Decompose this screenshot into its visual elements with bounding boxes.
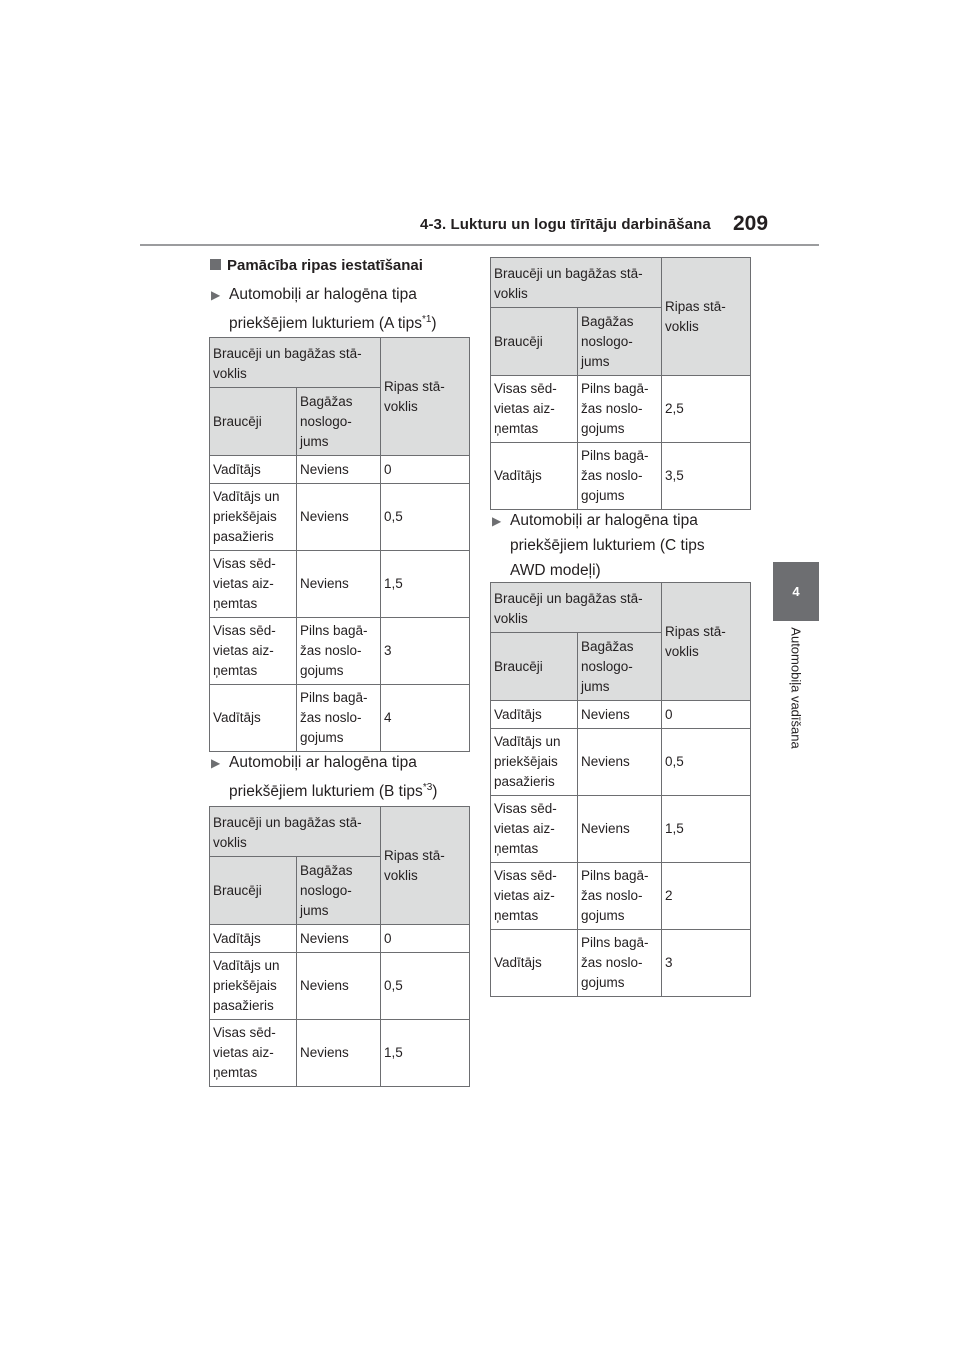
cell-line: priekšējais bbox=[213, 509, 277, 524]
cell-line: Braucēji un bagāžas stā- bbox=[213, 346, 362, 361]
table-row bbox=[210, 685, 470, 752]
table-row bbox=[491, 443, 751, 510]
bullet-line: AWD modeļi) bbox=[510, 562, 601, 579]
cell-line: gojums bbox=[581, 421, 625, 436]
table-row bbox=[491, 796, 751, 863]
table-row bbox=[210, 1020, 470, 1087]
cell-line: Ripas stā- bbox=[665, 298, 726, 314]
cell-line: Vadītājs un bbox=[494, 734, 561, 749]
cell-line: vietas aiz- bbox=[494, 888, 555, 903]
page-number: 209 bbox=[733, 212, 769, 235]
occupants-cell bbox=[491, 443, 578, 510]
occupants-cell bbox=[491, 863, 578, 930]
cell-line: žas noslo- bbox=[581, 888, 643, 903]
header-luggage-load bbox=[297, 857, 381, 925]
cell-line: ņemtas bbox=[494, 841, 539, 856]
cell-line: jums bbox=[300, 902, 329, 918]
cell-line: Braucēji bbox=[494, 333, 543, 349]
bullet-type-b bbox=[211, 750, 438, 804]
cell-line: Visas sēd- bbox=[213, 1025, 276, 1040]
cell-line: Braucēji un bagāžas stā- bbox=[494, 266, 643, 281]
header-occupants bbox=[491, 633, 578, 701]
cell-line: Neviens bbox=[300, 576, 349, 591]
footnote-ref: *3 bbox=[422, 782, 433, 793]
chapter-label: Automobiļa vadīšana bbox=[788, 627, 804, 749]
table-row bbox=[210, 484, 470, 551]
square-bullet-icon bbox=[210, 259, 221, 270]
luggage-cell bbox=[297, 953, 381, 1020]
table-type-b bbox=[209, 806, 470, 1087]
cell-line: Neviens bbox=[581, 706, 630, 722]
luggage-cell bbox=[297, 925, 381, 953]
cell-line: jums bbox=[581, 678, 610, 694]
cell-line: noslogo- bbox=[581, 658, 633, 674]
cell-line: Vadītājs bbox=[213, 710, 261, 725]
table-row bbox=[210, 456, 470, 484]
cell-line: noslogo- bbox=[581, 333, 633, 349]
dial-value-cell: 0,5 bbox=[662, 729, 751, 796]
header-occupants bbox=[210, 388, 297, 456]
occupants-cell bbox=[210, 953, 297, 1020]
header-dial-position bbox=[662, 258, 751, 376]
cell-line: vietas aiz- bbox=[494, 401, 555, 416]
header-occupants bbox=[210, 857, 297, 925]
header-luggage-load bbox=[578, 633, 662, 701]
occupants-cell bbox=[210, 1020, 297, 1087]
section-heading-text: Pamācība ripas iestatīšanai bbox=[227, 257, 423, 274]
cell-line: jums bbox=[300, 433, 329, 449]
cell-line: Visas sēd- bbox=[213, 623, 276, 638]
cell-line: gojums bbox=[581, 908, 625, 923]
dial-value-cell: 2,5 bbox=[662, 376, 751, 443]
occupants-cell bbox=[210, 925, 297, 953]
table-type-b-continued bbox=[490, 257, 751, 510]
bullet-line: Automobiļi ar halogēna tipa bbox=[229, 286, 417, 303]
cell-line: Vadītājs bbox=[213, 930, 261, 946]
cell-line: vietas aiz- bbox=[213, 1045, 274, 1060]
bullet-type-c bbox=[492, 508, 705, 583]
cell-line: Neviens bbox=[300, 509, 349, 524]
cell-line: gojums bbox=[581, 488, 625, 503]
occupants-cell bbox=[491, 729, 578, 796]
cell-line: pasažieris bbox=[494, 774, 555, 789]
dial-value-cell: 3 bbox=[381, 618, 470, 685]
cell-line: voklis bbox=[665, 643, 699, 659]
cell-line: vietas aiz- bbox=[213, 643, 274, 658]
dial-value-cell: 2 bbox=[662, 863, 751, 930]
cell-line: Vadītājs bbox=[494, 468, 542, 483]
header-occupants-load bbox=[210, 807, 381, 857]
bullet-line: Automobiļi ar halogēna tipa bbox=[229, 754, 417, 771]
cell-line: jums bbox=[581, 353, 610, 369]
table-row bbox=[210, 618, 470, 685]
cell-line: Neviens bbox=[581, 821, 630, 836]
bullet-line: priekšējiem lukturiem (A tips$^{*1}$) bbox=[229, 314, 437, 333]
cell-line: Braucēji bbox=[213, 882, 262, 898]
occupants-cell bbox=[210, 551, 297, 618]
luggage-cell bbox=[297, 1020, 381, 1087]
luggage-cell bbox=[297, 484, 381, 551]
luggage-cell bbox=[297, 618, 381, 685]
cell-line: Bagāžas bbox=[300, 862, 353, 878]
cell-line: Braucēji bbox=[213, 413, 262, 429]
cell-line: gojums bbox=[581, 975, 625, 990]
cell-line: Pilns bagā- bbox=[300, 690, 368, 705]
cell-line: noslogo- bbox=[300, 882, 352, 898]
cell-line: Pilns bagā- bbox=[581, 868, 649, 883]
luggage-cell bbox=[578, 729, 662, 796]
triangle-bullet-icon: ▶ bbox=[211, 288, 221, 302]
table-type-c bbox=[490, 582, 751, 997]
cell-line: Vadītājs bbox=[494, 706, 542, 722]
header-dial-position bbox=[381, 807, 470, 925]
cell-line: Ripas stā- bbox=[384, 378, 445, 394]
occupants-cell bbox=[210, 618, 297, 685]
cell-line: pasažieris bbox=[213, 998, 274, 1013]
table-row bbox=[210, 551, 470, 618]
cell-line: Pilns bagā- bbox=[300, 623, 368, 638]
cell-line: Neviens bbox=[300, 461, 349, 477]
cell-line: voklis bbox=[213, 366, 247, 381]
cell-line: Pilns bagā- bbox=[581, 935, 649, 950]
dial-value-cell: 0 bbox=[381, 925, 470, 953]
header-dial-position bbox=[381, 338, 470, 456]
cell-line: žas noslo- bbox=[581, 955, 643, 970]
cell-line: voklis bbox=[494, 286, 528, 301]
cell-line: voklis bbox=[494, 611, 528, 626]
cell-line: Vadītājs un bbox=[213, 958, 280, 973]
cell-line: Bagāžas bbox=[581, 313, 634, 329]
luggage-cell bbox=[578, 443, 662, 510]
cell-line: priekšējais bbox=[494, 754, 558, 769]
cell-line: ņemtas bbox=[213, 596, 258, 611]
header-luggage-load bbox=[297, 388, 381, 456]
occupants-cell bbox=[491, 930, 578, 997]
cell-line: žas noslo- bbox=[581, 401, 643, 416]
luggage-cell bbox=[578, 376, 662, 443]
cell-line: Pilns bagā- bbox=[581, 448, 649, 463]
header-luggage-load bbox=[578, 308, 662, 376]
table-row bbox=[491, 701, 751, 729]
cell-line: gojums bbox=[300, 663, 344, 678]
luggage-cell bbox=[297, 551, 381, 618]
table-row bbox=[491, 930, 751, 997]
cell-line: Neviens bbox=[300, 930, 349, 946]
cell-line: Braucēji un bagāžas stā- bbox=[213, 815, 362, 830]
section-title: 4-3. Lukturu un logu tīrītāju darbināšana bbox=[420, 216, 711, 233]
cell-line: voklis bbox=[665, 318, 699, 334]
cell-line: Bagāžas bbox=[300, 393, 353, 409]
triangle-bullet-icon: ▶ bbox=[211, 756, 221, 770]
bullet-line: Automobiļi ar halogēna tipa bbox=[510, 512, 698, 529]
table-row bbox=[210, 953, 470, 1020]
table-type-a bbox=[209, 337, 470, 752]
cell-line: priekšējais bbox=[213, 978, 277, 993]
luggage-cell bbox=[297, 456, 381, 484]
dial-value-cell: 0 bbox=[662, 701, 751, 729]
cell-line: voklis bbox=[384, 867, 418, 883]
dial-value-cell: 0,5 bbox=[381, 953, 470, 1020]
cell-line: Visas sēd- bbox=[494, 801, 557, 816]
chapter-tab bbox=[773, 562, 819, 621]
table-row bbox=[491, 863, 751, 930]
cell-line: Visas sēd- bbox=[494, 381, 557, 396]
cell-line: voklis bbox=[384, 398, 418, 414]
luggage-cell bbox=[578, 796, 662, 863]
occupants-cell bbox=[491, 376, 578, 443]
cell-line: Neviens bbox=[300, 978, 349, 993]
header-occupants bbox=[491, 308, 578, 376]
header-occupants-load bbox=[210, 338, 381, 388]
cell-line: Braucēji bbox=[494, 658, 543, 674]
luggage-cell bbox=[578, 930, 662, 997]
dial-value-cell: 1,5 bbox=[381, 551, 470, 618]
occupants-cell bbox=[491, 796, 578, 863]
cell-line: Visas sēd- bbox=[213, 556, 276, 571]
luggage-cell bbox=[578, 701, 662, 729]
cell-line: Ripas stā- bbox=[384, 847, 445, 863]
cell-line: Bagāžas bbox=[581, 638, 634, 654]
cell-line: žas noslo- bbox=[581, 468, 643, 483]
dial-value-cell: 0 bbox=[381, 456, 470, 484]
table-row bbox=[491, 376, 751, 443]
dial-value-cell: 3,5 bbox=[662, 443, 751, 510]
cell-line: ņemtas bbox=[494, 421, 539, 436]
bullet-line: priekšējiem lukturiem (C tips bbox=[510, 537, 705, 554]
occupants-cell bbox=[210, 685, 297, 752]
dial-value-cell: 0,5 bbox=[381, 484, 470, 551]
cell-line: Vadītājs bbox=[494, 955, 542, 970]
header-divider bbox=[140, 244, 819, 246]
header-dial-position bbox=[662, 583, 751, 701]
occupants-cell bbox=[210, 484, 297, 551]
cell-line: Vadītājs bbox=[213, 461, 261, 477]
cell-line: Braucēji un bagāžas stā- bbox=[494, 591, 643, 606]
cell-line: Visas sēd- bbox=[494, 868, 557, 883]
dial-value-cell: 1,5 bbox=[662, 796, 751, 863]
luggage-cell bbox=[578, 863, 662, 930]
section-heading bbox=[210, 257, 423, 274]
bullet-type-a bbox=[211, 282, 437, 336]
cell-line: ņemtas bbox=[494, 908, 539, 923]
occupants-cell bbox=[210, 456, 297, 484]
cell-line: Vadītājs un bbox=[213, 489, 280, 504]
triangle-bullet-icon: ▶ bbox=[492, 514, 502, 528]
bullet-line: priekšējiem lukturiem (B tips$^{*3}$) bbox=[229, 782, 438, 801]
occupants-cell bbox=[491, 701, 578, 729]
cell-line: Neviens bbox=[581, 754, 630, 769]
luggage-cell bbox=[297, 685, 381, 752]
footnote-ref: *1 bbox=[421, 314, 432, 325]
cell-line: Pilns bagā- bbox=[581, 381, 649, 396]
cell-line: vietas aiz- bbox=[494, 821, 555, 836]
chapter-number: 4 bbox=[792, 584, 800, 599]
cell-line: Neviens bbox=[300, 1045, 349, 1060]
dial-value-cell: 4 bbox=[381, 685, 470, 752]
header-occupants-load bbox=[491, 258, 662, 308]
cell-line: pasažieris bbox=[213, 529, 274, 544]
header-occupants-load bbox=[491, 583, 662, 633]
cell-line: vietas aiz- bbox=[213, 576, 274, 591]
cell-line: žas noslo- bbox=[300, 643, 362, 658]
table-row bbox=[210, 925, 470, 953]
dial-value-cell: 3 bbox=[662, 930, 751, 997]
cell-line: ņemtas bbox=[213, 663, 258, 678]
cell-line: ņemtas bbox=[213, 1065, 258, 1080]
cell-line: voklis bbox=[213, 835, 247, 850]
cell-line: žas noslo- bbox=[300, 710, 362, 725]
cell-line: Ripas stā- bbox=[665, 623, 726, 639]
dial-value-cell: 1,5 bbox=[381, 1020, 470, 1087]
table-row bbox=[491, 729, 751, 796]
cell-line: gojums bbox=[300, 730, 344, 745]
cell-line: noslogo- bbox=[300, 413, 352, 429]
